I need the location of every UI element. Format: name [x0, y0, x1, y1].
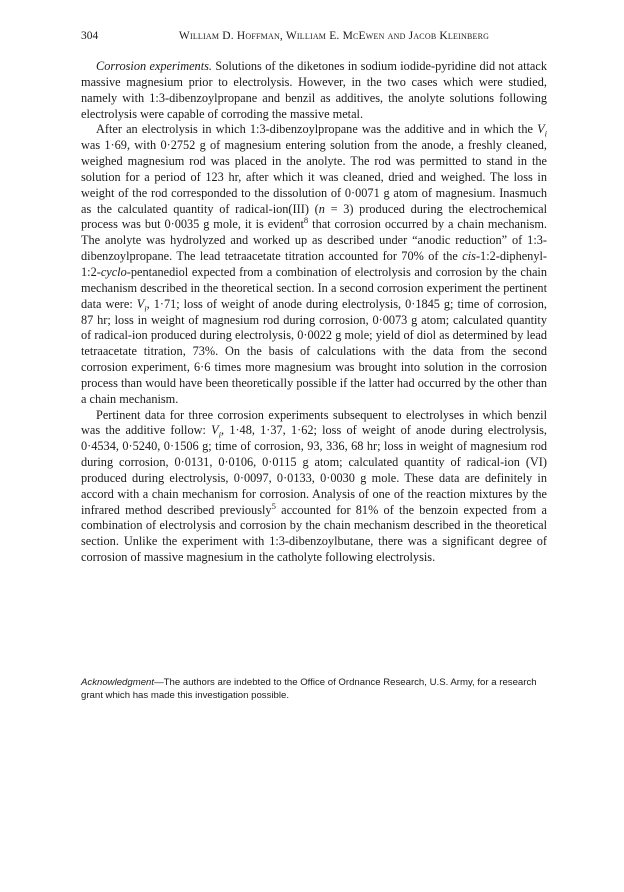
- acknowledgment: [81, 676, 551, 703]
- acknowledgment-text: —The authors are indebted to the Office of Ordnance Research, U.S. Army, for a research grant which has made this investigation possible.: [81, 677, 537, 702]
- paragraph-corrosion-experiments: Corrosion experiments. Solutions of the diketones in sodium iodide-pyridine did not attack massive magnesium prior to electrolysis. However, in the two cases which were studied, namely with 1:3-dibenzoylpropane and benzil as additives, the anolyte solutions following electrolysis were capable of corroding the massive metal.: [81, 59, 547, 121]
- reference-5: 5: [271, 500, 276, 511]
- reference-8: 8: [303, 215, 309, 226]
- page-number: 304: [81, 30, 99, 42]
- paragraph-benzil-corrosion: Pertinent data for three corrosion experiments subsequent to electrolyses in which benzil was the additive follow: $V_i$, 1·48, 1·37, 1·62; loss of weight of anode during electrolysis, 0·4534, 0·5240, 0·1506 g; time of corrosion, 93, 336, 68 hr; loss in weight of magnesium rod during corrosion, 0·0131, 0·0106, 0·0115 g atom; calculated quantity of radical-ion (VI) produced during electrolysis, 0·0097, 0·0133, 0·0030 g mole. These data are definitely in accord with a chain mechanism for corrosion. Analysis of one of the reaction mixtures by the infrared method described previously$^5$ accounted for 81% of the benzoin expected from a combination of electrolysis and corrosion by the chain mechanism described in the theoretical section. Unlike the experiment with 1:3-dibenzoylbutane, there was a significant degree of corrosion of massive magnesium in the catholyte following electrolysis.: [81, 407, 547, 565]
- running-title: William D. Hoffman, William E. McEwen and Jacob Kleinberg: [178, 30, 490, 42]
- section-heading: Corrosion experiments.: [96, 59, 212, 73]
- acknowledgment-label: Acknowledgment: [81, 677, 155, 688]
- article-body: [81, 59, 547, 566]
- paragraph-dibenzoylpropane-corrosion: After an electrolysis in which 1:3-dibenzoylpropane was the additive and in which the $V_i$ was 1·69, with 0·2752 g of magnesium entering solution from the anode, a freshly cleaned, weighed magnesium rod was placed in the anolyte. The rod was permitted to stand in the solution for a period of 123 hr, after which it was cleaned, dried and weighed. The loss in weight of the rod corresponded to the dissolution of 0·0071 g atom of magnesium. Inasmuch as the calculated quantity of radical-ion(III) (n = 3) produced during the electrochemical process was but 0·0035 g mole, it is evident$^8$ that corrosion occurred by a chain mechanism. The anolyte was hydrolyzed and worked up as described under “anodic reduction” of 1:3-dibenzoylpropane. The lead tetraacetate titration accounted for 70% of the cis-1:2-diphenyl-1:2-cyclo-pentanediol expected from a combination of electrolysis and corrosion by the chain mechanism described in the theoretical section. In a second corrosion experiment the pertinent data were: $V_i$, 1·71; loss of weight of anode during electrolysis, 0·1845 g; time of corrosion, 87 hr; loss in weight of magnesium rod during corrosion, 0·0073 g atom; calculated quantity of radical-ion produced during electrolysis, 0·0022 g mole; yield of diol as determined by lead tetraacetate titration, 73%. On the basis of calculations with the data from the second corrosion experiment, 6·6 times more magnesium was brought into solution in the corrosion process than would have been theoretically possible if the latter had occurred by the other than a chain mechanism.: [81, 122, 548, 406]
- page-header: [81, 27, 547, 45]
